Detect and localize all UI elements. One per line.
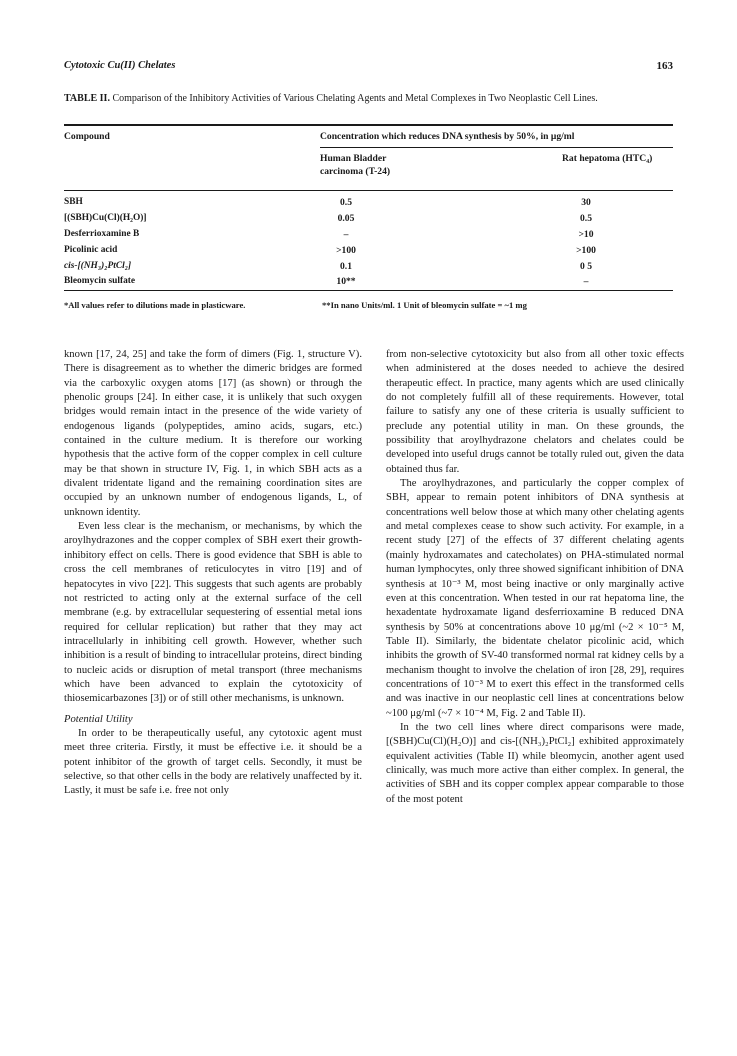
sub-col-header-t24-line1: Human Bladder — [320, 153, 387, 164]
sub-col-header-htc: Rat hepatoma (HTC₄) — [562, 153, 653, 164]
table-cell-t24: 0.5 — [340, 197, 352, 208]
table-cell-htc: – — [583, 276, 589, 287]
table-top-rule — [64, 124, 673, 126]
table-cell-t24: 10** — [336, 276, 356, 287]
table-row-compound: cis-[(NH₃)₂PtCl₂] — [64, 261, 132, 271]
col-header-compound: Compound — [64, 131, 110, 142]
table-caption — [64, 92, 673, 105]
table-cell-htc: 0.5 — [580, 213, 592, 224]
section-heading: Potential Utility — [64, 713, 133, 725]
col-header-concentration: Concentration which reduces DNA synthesis by 50%, in μg/ml — [320, 131, 575, 142]
table-cell-htc: 30 — [581, 197, 591, 208]
table-cell-t24: 0.05 — [337, 213, 355, 224]
table-row-compound: SBH — [64, 197, 83, 207]
table-cell-htc: >10 — [578, 229, 594, 240]
paragraph: Even less clear is the mechanism, or mechanisms, by which the aroylhydrazones and the copper complex of SBH exert their growth-inhibitory effect on cells. There is good evidence that SBH is able to cross the cell membranes of reticulocytes in vitro [19] and of hepatocytes in vivo [22]. This suggests that such agents are probably not restricted to acting only at the external surface of the cell membrane (e.g. by extracellular sequestering of essential metal ions required for cellular replication) but rather that they may act intracellularly in inhibiting cell growth. However, whether such inhibition is a result of binding to intracellular proteins, direct binding to nucleic acids or disruption of metal transport (three mechanisms which have been advanced to explain the cytotoxicity of thiosemicarbazones [3]) or of still other mechanisms, is unknown. — [64, 521, 362, 705]
paragraph: The aroylhydrazones, and particularly the copper complex of SBH, appear to remain potent inhibitors of DNA synthesis at concentrations well below those at which many other chelating agents and metal complexes cease to show such activity. For example, in a recent study [27] of the effects of 37 different chelating agents (mainly hydroxamates and catecholates) on PHA-stimulated normal human lymphocytes, only three showed significant inhibition of DNA synthesis at 10⁻³ M, most being inactive or only marginally active even at this concentration. When tested in our rat hepatoma line, the hexadentate hydroxamate ligand desferrioxamine B reduced DNA synthesis by 50% at concentrations above 10 μg/ml (~2 × 10⁻⁵ M, Table II). Similarly, the bidentate chelator picolinic acid, which inhibits the growth of SV-40 transformed normal rat kidney cells by a mechanism thought to involve the chelation of iron [28, 29], requires concentrations of 10⁻³ M to exert this effect in the transformed cells and was inactive in our neoplastic cell lines at concentrations below ~100 μg/ml (~7 × 10⁻⁴ M, Fig. 2 and Table II). — [386, 478, 684, 719]
table-cell-htc: >100 — [576, 245, 596, 256]
right-column — [386, 348, 684, 807]
left-column — [64, 348, 362, 799]
table-header-rule — [64, 190, 673, 191]
table-bottom-rule — [64, 290, 673, 291]
table-row-compound: Picolinic acid — [64, 245, 118, 255]
paragraph: from non-selective cytotoxicity but also from all other toxic effects when administered at the doses needed to achieve the desired therapeutic effect. In practice, many agents which are used clinically do not completely fulfill all of these requirements. However, total failure to satisfy any one of these criteria is usually sufficient to preclude any potential utility in man. On these grounds, the possibility that aroylhydrazone chelators and chelates could be developed into useful drugs cannot be totally ruled out, given the data obtained thus far. — [386, 349, 684, 475]
page-header — [64, 60, 673, 76]
table-caption-label: TABLE II. — [64, 93, 110, 104]
table-row-compound: [(SBH)Cu(Cl)(H₂O)] — [64, 213, 147, 223]
paragraph: In order to be therapeutically useful, any cytotoxic agent must meet three criteria. Firstly, it must be effective i.e. it should be a potent inhibitor of the growth of target cells. Secondly, it must be selective, so that other cells in the body are relatively unaffected by it. Lastly, it must be safe i.e. free not only — [64, 727, 362, 797]
table-row-compound: Bleomycin sulfate — [64, 276, 136, 286]
table-caption-text: Comparison of the Inhibitory Activities of Various Chelating Agents and Metal Complexes in Two Neoplastic Cell Lines. — [112, 93, 598, 104]
sub-col-header-t24-line2: carcinoma (T-24) — [320, 166, 391, 177]
table-footnote-2: **In nano Units/ml. 1 Unit of bleomycin sulfate = ~1 mg — [322, 300, 527, 310]
table-cell-t24: 0.1 — [340, 261, 352, 272]
table-cell-htc: 0 5 — [580, 261, 592, 272]
table-row-compound: Desferrioxamine B — [64, 229, 140, 239]
table-cell-t24: >100 — [336, 245, 356, 256]
table-footnote-1: *All values refer to dilutions made in plasticware. — [64, 300, 246, 310]
paragraph: In the two cell lines where direct comparisons were made, [(SBH)Cu(Cl)(H₂O)] and cis-[(NH₃)₂PtCl₂] exhibited approximately equivalent activities (Table II) while bleomycin, another agent used clinically, was much more active than either complex. In general, the activities of SBH and its copper complex appear comparable to those of the most potent — [386, 721, 684, 805]
paragraph: known [17, 24, 25] and take the form of dimers (Fig. 1, structure V). There is disagreement as to whether the dimeric bridges are formed via the carboxylic oxygen atoms [17] (as shown) or through the phenolic groups [24]. In either case, it is unlikely that such oxygen bridges would remain intact in the presence of the wide variety of endogenous ligands (polypeptides, amino acids, sugars, etc.) contained in the culture medium. It is therefore our working hypothesis that the active form of the copper complex in cell culture may be that shown in structure IV, Fig. 1, in which SBH acts as a divalent tridentate ligand and the remaining coordination sites are occupied by an unknown number of endogenous ligands, L, of unknown identity. — [64, 349, 362, 518]
running-title: Cytotoxic Cu(II) Chelates — [64, 60, 176, 71]
page-number: 163 — [656, 60, 673, 72]
table-subheader-rule — [320, 147, 673, 148]
table-cell-t24: – — [343, 229, 349, 240]
